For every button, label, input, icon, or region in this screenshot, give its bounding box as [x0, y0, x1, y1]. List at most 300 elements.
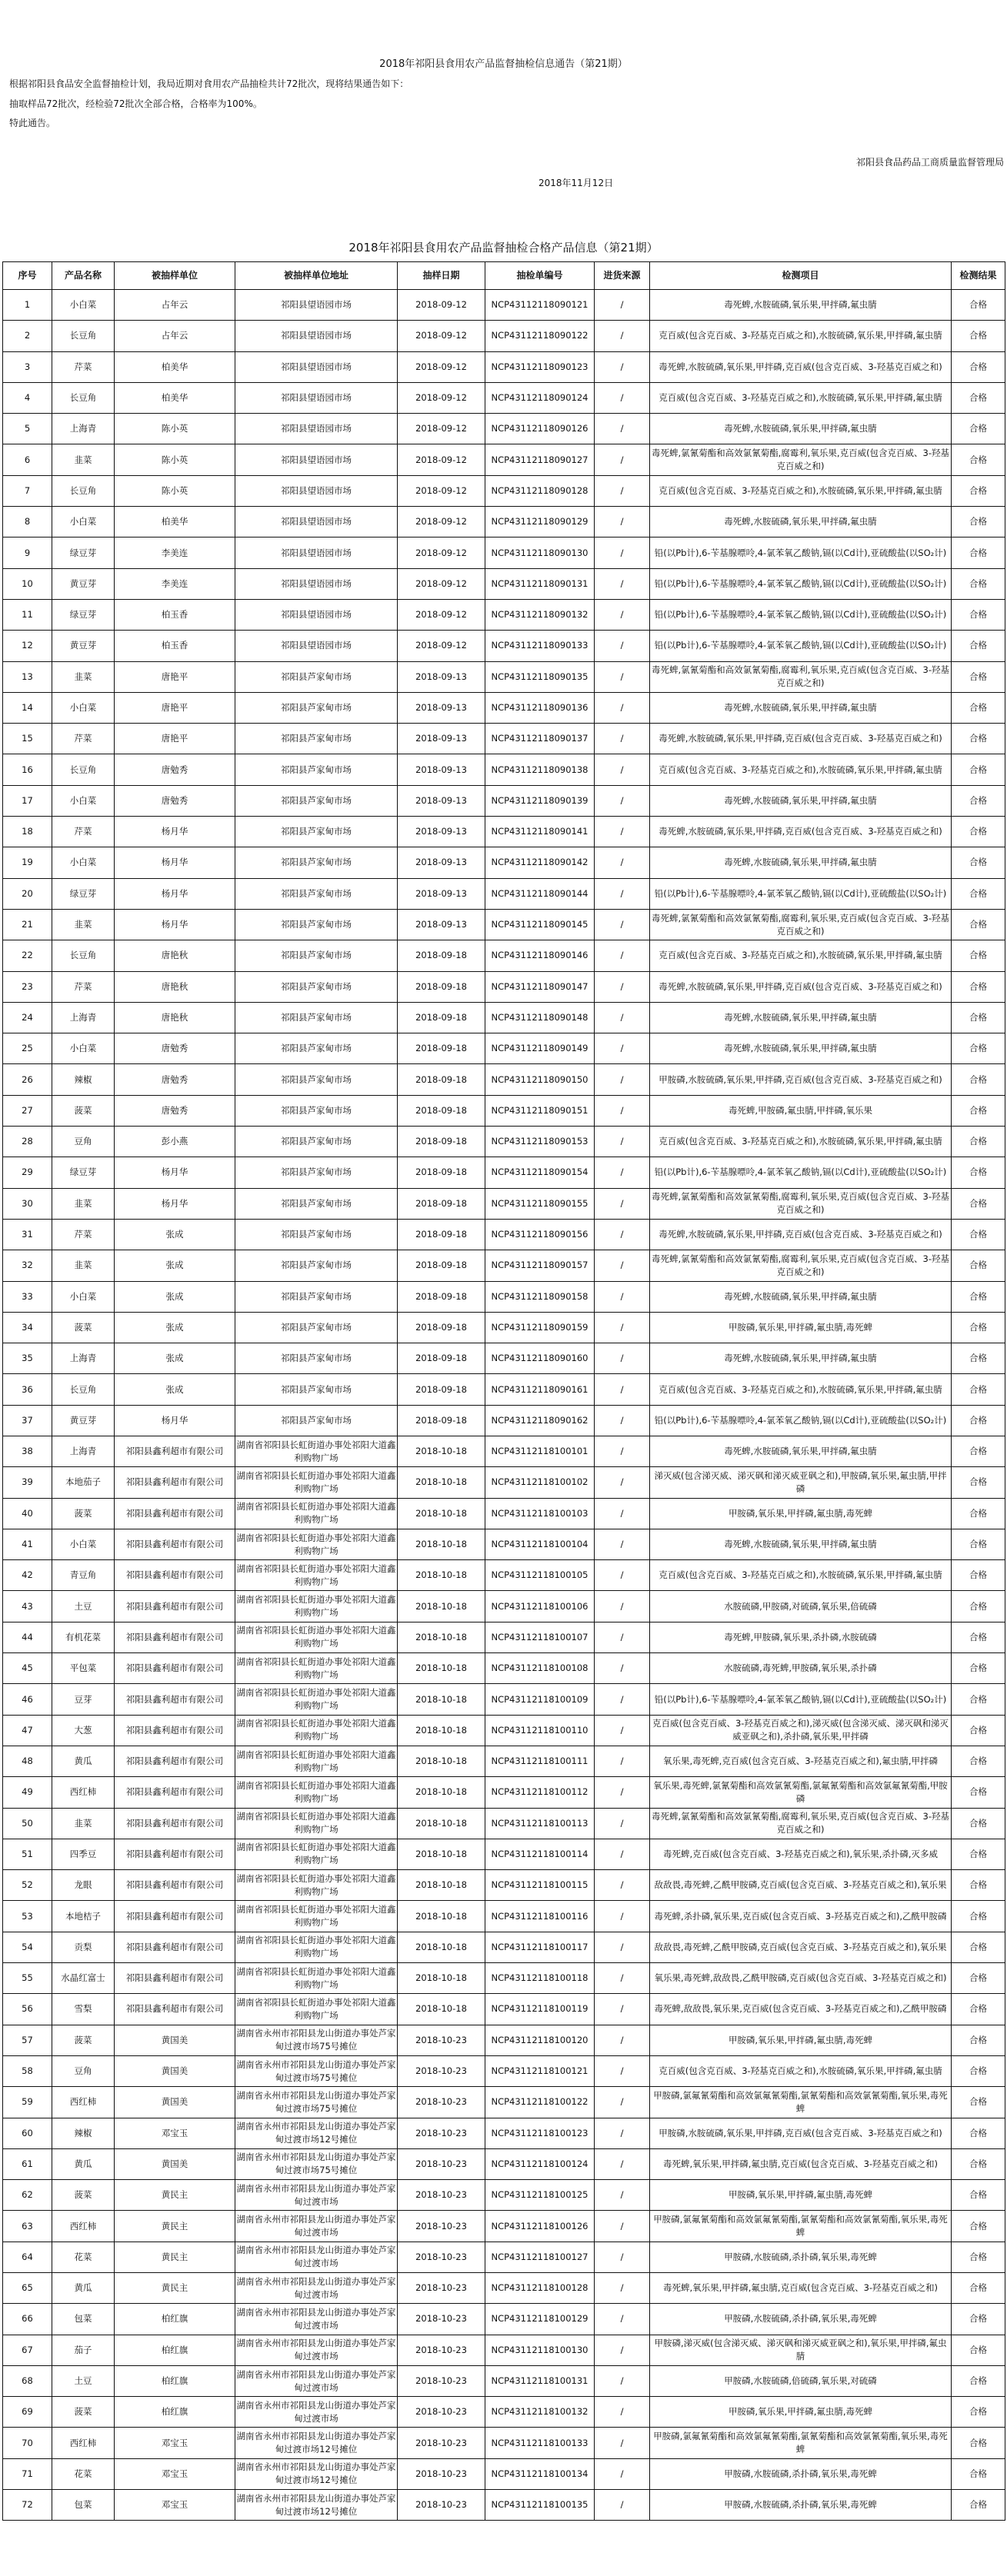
cell-unit-address: 湖南省永州市祁阳县龙山街道办事处芦家甸过渡市场12号摊位	[235, 2118, 398, 2148]
cell-supply-source: /	[595, 1622, 650, 1652]
cell-sample-date: 2018-10-23	[398, 2365, 485, 2396]
cell-index: 34	[3, 1312, 52, 1343]
cell-sample-date: 2018-10-18	[398, 1963, 485, 1994]
cell-product: 小白菜	[52, 1033, 115, 1064]
cell-index: 15	[3, 724, 52, 754]
table-row	[3, 1684, 1005, 1715]
cell-product: 西红柿	[52, 2211, 115, 2242]
notice-date: 2018年11月12日	[539, 178, 614, 188]
intro-closing: 特此通告。	[9, 118, 56, 128]
cell-test-items: 毒死蜱,氯氰菊酯和高效氯氰菊酯,腐霉利,氧乐果,克百威(包含克百威、3-羟基克百威之和)	[650, 444, 952, 475]
cell-unit-address: 湖南省祁阳县长虹街道办事处祁阳大道鑫利购物广场	[235, 1808, 398, 1839]
cell-unit-address: 祁阳县望语园市场	[235, 444, 398, 475]
cell-sample-date: 2018-10-23	[398, 2397, 485, 2428]
table-row	[3, 692, 1005, 723]
cell-sheet-number: NCP43112118090156	[485, 1219, 595, 1250]
cell-result: 合格	[952, 444, 1005, 475]
cell-test-items: 氧乐果,毒死蜱,克百威(包含克百威、3-羟基克百威之和),氟虫腈,甲拌磷	[650, 1746, 952, 1776]
table-row	[3, 2365, 1005, 2396]
cell-unit-address: 湖南省祁阳县长虹街道办事处祁阳大道鑫利购物广场	[235, 1560, 398, 1591]
cell-test-items: 甲胺磷,氯氟氰菊酯和高效氯氟氰菊酯,氯氰菊酯和高效氯氰菊酯,氧乐果,毒死蜱	[650, 2087, 952, 2118]
cell-test-items: 涕灭威(包含涕灭威、涕灭砜和涕灭威亚砜之和),甲胺磷,氧乐果,氟虫腈,甲拌磷	[650, 1467, 952, 1498]
cell-result: 合格	[952, 2118, 1005, 2148]
cell-index: 35	[3, 1343, 52, 1374]
cell-sheet-number: NCP43112118100128	[485, 2273, 595, 2304]
cell-sampled-unit: 杨月华	[115, 1188, 235, 1219]
cell-sampled-unit: 邓宝玉	[115, 2428, 235, 2458]
cell-supply-source: /	[595, 1715, 650, 1746]
table-row	[3, 1591, 1005, 1622]
cell-test-items: 甲胺磷,水胺硫磷,杀扑磷,氧乐果,毒死蜱	[650, 2304, 952, 2335]
cell-index: 4	[3, 382, 52, 413]
cell-test-items: 克百威(包含克百威、3-羟基克百威之和),水胺硫磷,氧乐果,甲拌磷,氟虫腈	[650, 475, 952, 506]
cell-sampled-unit: 祁阳县鑫利超市有限公司	[115, 1839, 235, 1869]
cell-sampled-unit: 柏美华	[115, 351, 235, 382]
cell-sheet-number: NCP43112118090144	[485, 878, 595, 909]
cell-index: 62	[3, 2180, 52, 2211]
cell-result: 合格	[952, 1870, 1005, 1901]
cell-sample-date: 2018-10-23	[398, 2025, 485, 2055]
cell-result: 合格	[952, 847, 1005, 878]
cell-index: 31	[3, 1219, 52, 1250]
cell-sample-date: 2018-10-23	[398, 2458, 485, 2489]
cell-sheet-number: NCP43112118090126	[485, 414, 595, 444]
cell-test-items: 铅(以Pb计),6-苄基腺嘌呤,4-氯苯氧乙酸钠,镉(以Cd计),亚硫酸盐(以SO₂计)	[650, 878, 952, 909]
cell-sampled-unit: 唐艳平	[115, 692, 235, 723]
cell-product: 四季豆	[52, 1839, 115, 1869]
cell-product: 西红柿	[52, 1777, 115, 1808]
cell-product: 上海青	[52, 1002, 115, 1033]
cell-supply-source: /	[595, 414, 650, 444]
cell-product: 本地茄子	[52, 1467, 115, 1498]
cell-product: 菠菜	[52, 2025, 115, 2055]
cell-unit-address: 祁阳县芦家甸市场	[235, 1157, 398, 1188]
table-row	[3, 785, 1005, 816]
cell-sheet-number: NCP43112118090146	[485, 940, 595, 971]
table-row	[3, 1188, 1005, 1219]
cell-unit-address: 祁阳县望语园市场	[235, 414, 398, 444]
cell-supply-source: /	[595, 724, 650, 754]
cell-product: 菠菜	[52, 1498, 115, 1529]
cell-product: 韭菜	[52, 661, 115, 692]
cell-index: 1	[3, 290, 52, 321]
cell-sample-date: 2018-09-12	[398, 382, 485, 413]
cell-unit-address: 湖南省永州市祁阳县龙山街道办事处芦家甸过渡市场12号摊位	[235, 2490, 398, 2521]
cell-unit-address: 祁阳县芦家甸市场	[235, 1219, 398, 1250]
cell-sampled-unit: 祁阳县鑫利超市有限公司	[115, 1932, 235, 1962]
cell-result: 合格	[952, 382, 1005, 413]
cell-result: 合格	[952, 2365, 1005, 2396]
table-row	[3, 444, 1005, 475]
cell-index: 52	[3, 1870, 52, 1901]
table-row	[3, 1064, 1005, 1095]
cell-sampled-unit: 唐勉秀	[115, 1064, 235, 1095]
cell-sample-date: 2018-10-18	[398, 1808, 485, 1839]
cell-sheet-number: NCP43112118090153	[485, 1127, 595, 1157]
cell-test-items: 克百威(包含克百威、3-羟基克百威之和),水胺硫磷,氧乐果,甲拌磷,氟虫腈	[650, 754, 952, 785]
cell-product: 大葱	[52, 1715, 115, 1746]
cell-result: 合格	[952, 1498, 1005, 1529]
cell-sample-date: 2018-10-18	[398, 1684, 485, 1715]
cell-product: 菠菜	[52, 2397, 115, 2428]
cell-unit-address: 湖南省祁阳县长虹街道办事处祁阳大道鑫利购物广场	[235, 1653, 398, 1684]
cell-result: 合格	[952, 1932, 1005, 1962]
cell-sample-date: 2018-10-23	[398, 2180, 485, 2211]
table-row	[3, 2304, 1005, 2335]
cell-test-items: 毒死蜱,敌敌畏,氧乐果,克百威(包含克百威、3-羟基克百威之和),乙酰甲胺磷	[650, 1994, 952, 2025]
cell-supply-source: /	[595, 1374, 650, 1405]
cell-unit-address: 湖南省祁阳县长虹街道办事处祁阳大道鑫利购物广场	[235, 1746, 398, 1776]
table-row	[3, 1560, 1005, 1591]
cell-sheet-number: NCP43112118090157	[485, 1250, 595, 1281]
cell-sample-date: 2018-09-12	[398, 507, 485, 537]
cell-sample-date: 2018-10-18	[398, 1994, 485, 2025]
cell-test-items: 毒死蜱,水胺硫磷,氧乐果,甲拌磷,氟虫腈	[650, 1281, 952, 1312]
cell-unit-address: 祁阳县望语园市场	[235, 537, 398, 568]
cell-sample-date: 2018-09-18	[398, 971, 485, 1002]
cell-sample-date: 2018-09-12	[398, 631, 485, 661]
cell-supply-source: /	[595, 940, 650, 971]
cell-test-items: 毒死蜱,氯氰菊酯和高效氯氰菊酯,腐霉利,氧乐果,克百威(包含克百威、3-羟基克百威之和)	[650, 661, 952, 692]
cell-supply-source: /	[595, 909, 650, 940]
cell-test-items: 毒死蜱,水胺硫磷,氧乐果,甲拌磷,氟虫腈	[650, 507, 952, 537]
cell-supply-source: /	[595, 1777, 650, 1808]
cell-supply-source: /	[595, 475, 650, 506]
cell-result: 合格	[952, 1281, 1005, 1312]
table-row	[3, 1219, 1005, 1250]
cell-sheet-number: NCP43112118100103	[485, 1498, 595, 1529]
table-row	[3, 414, 1005, 444]
cell-test-items: 毒死蜱,甲胺磷,氧乐果,杀扑磷,水胺硫磷	[650, 1622, 952, 1652]
cell-sampled-unit: 陈小英	[115, 444, 235, 475]
cell-supply-source: /	[595, 1064, 650, 1095]
cell-sampled-unit: 杨月华	[115, 909, 235, 940]
table-row	[3, 1312, 1005, 1343]
cell-sheet-number: NCP43112118100125	[485, 2180, 595, 2211]
cell-sample-date: 2018-09-18	[398, 1312, 485, 1343]
cell-index: 45	[3, 1653, 52, 1684]
cell-supply-source: /	[595, 382, 650, 413]
cell-test-items: 毒死蜱,杀扑磷,氧乐果,克百威(包含克百威、3-羟基克百威之和),乙酰甲胺磷	[650, 1901, 952, 1932]
cell-supply-source: /	[595, 2458, 650, 2489]
cell-result: 合格	[952, 1343, 1005, 1374]
cell-product: 土豆	[52, 2365, 115, 2396]
cell-index: 59	[3, 2087, 52, 2118]
cell-product: 包菜	[52, 2490, 115, 2521]
cell-index: 7	[3, 475, 52, 506]
cell-index: 69	[3, 2397, 52, 2428]
cell-sampled-unit: 张成	[115, 1343, 235, 1374]
cell-supply-source: /	[595, 1436, 650, 1466]
cell-sample-date: 2018-09-18	[398, 1343, 485, 1374]
cell-unit-address: 祁阳县芦家甸市场	[235, 878, 398, 909]
cell-unit-address: 祁阳县芦家甸市场	[235, 971, 398, 1002]
cell-index: 44	[3, 1622, 52, 1652]
cell-test-items: 克百威(包含克百威、3-羟基克百威之和),水胺硫磷,氧乐果,甲拌磷,氟虫腈	[650, 321, 952, 351]
cell-product: 豆芽	[52, 1684, 115, 1715]
cell-sheet-number: NCP43112118100116	[485, 1901, 595, 1932]
cell-sheet-number: NCP43112118090161	[485, 1374, 595, 1405]
table-row	[3, 290, 1005, 321]
cell-result: 合格	[952, 1839, 1005, 1869]
cell-product: 辣椒	[52, 2118, 115, 2148]
cell-result: 合格	[952, 1250, 1005, 1281]
cell-sheet-number: NCP43112118100112	[485, 1777, 595, 1808]
cell-sheet-number: NCP43112118100105	[485, 1560, 595, 1591]
cell-unit-address: 湖南省祁阳县长虹街道办事处祁阳大道鑫利购物广场	[235, 1901, 398, 1932]
cell-sampled-unit: 唐艳平	[115, 724, 235, 754]
cell-sheet-number: NCP43112118090147	[485, 971, 595, 1002]
cell-index: 58	[3, 2055, 52, 2086]
cell-unit-address: 湖南省永州市祁阳县龙山街道办事处芦家甸过渡市场	[235, 2304, 398, 2335]
cell-sampled-unit: 杨月华	[115, 1157, 235, 1188]
cell-supply-source: /	[595, 2397, 650, 2428]
cell-sample-date: 2018-09-18	[398, 1281, 485, 1312]
cell-result: 合格	[952, 661, 1005, 692]
cell-unit-address: 湖南省永州市祁阳县龙山街道办事处芦家甸过渡市场	[235, 2365, 398, 2396]
cell-test-items: 甲胺磷,水胺硫磷,杀扑磷,氧乐果,毒死蜱	[650, 2242, 952, 2272]
cell-supply-source: /	[595, 1250, 650, 1281]
table-row	[3, 1033, 1005, 1064]
cell-result: 合格	[952, 1033, 1005, 1064]
cell-unit-address: 湖南省祁阳县长虹街道办事处祁阳大道鑫利购物广场	[235, 1529, 398, 1559]
cell-sample-date: 2018-10-23	[398, 2118, 485, 2148]
header-sample-date: 抽样日期	[398, 262, 485, 290]
table-row	[3, 2458, 1005, 2489]
cell-product: 包菜	[52, 2304, 115, 2335]
cell-product: 芹菜	[52, 971, 115, 1002]
cell-sampled-unit: 黄国美	[115, 2055, 235, 2086]
cell-supply-source: /	[595, 1343, 650, 1374]
cell-supply-source: /	[595, 847, 650, 878]
cell-sampled-unit: 唐勉秀	[115, 1095, 235, 1126]
cell-supply-source: /	[595, 2180, 650, 2211]
table-row	[3, 724, 1005, 754]
cell-sampled-unit: 祁阳县鑫利超市有限公司	[115, 1560, 235, 1591]
table-row	[3, 1467, 1005, 1498]
cell-sample-date: 2018-09-18	[398, 1095, 485, 1126]
cell-index: 61	[3, 2148, 52, 2179]
cell-sampled-unit: 祁阳县鑫利超市有限公司	[115, 1436, 235, 1466]
cell-unit-address: 祁阳县芦家甸市场	[235, 1127, 398, 1157]
cell-supply-source: /	[595, 2118, 650, 2148]
cell-supply-source: /	[595, 507, 650, 537]
cell-sampled-unit: 祁阳县鑫利超市有限公司	[115, 1994, 235, 2025]
cell-unit-address: 祁阳县芦家甸市场	[235, 785, 398, 816]
cell-sheet-number: NCP43112118090123	[485, 351, 595, 382]
cell-test-items: 甲胺磷,氧乐果,甲拌磷,氟虫腈,毒死蜱	[650, 1312, 952, 1343]
cell-unit-address: 祁阳县望语园市场	[235, 290, 398, 321]
cell-sheet-number: NCP43112118100119	[485, 1994, 595, 2025]
header-supply-source: 进货来源	[595, 262, 650, 290]
cell-test-items: 毒死蜱,水胺硫磷,氧乐果,甲拌磷,克百威(包含克百威、3-羟基克百威之和)	[650, 351, 952, 382]
cell-result: 合格	[952, 1622, 1005, 1652]
cell-sample-date: 2018-10-23	[398, 2273, 485, 2304]
cell-supply-source: /	[595, 444, 650, 475]
cell-index: 71	[3, 2458, 52, 2489]
cell-sheet-number: NCP43112118090154	[485, 1157, 595, 1188]
cell-product: 平包菜	[52, 1653, 115, 1684]
cell-sampled-unit: 唐艳秋	[115, 1002, 235, 1033]
cell-index: 23	[3, 971, 52, 1002]
table-row	[3, 2211, 1005, 2242]
cell-index: 20	[3, 878, 52, 909]
cell-sampled-unit: 邓宝玉	[115, 2490, 235, 2521]
cell-unit-address: 祁阳县芦家甸市场	[235, 909, 398, 940]
cell-supply-source: /	[595, 692, 650, 723]
table-row	[3, 1777, 1005, 1808]
cell-sampled-unit: 祁阳县鑫利超市有限公司	[115, 1684, 235, 1715]
cell-product: 绿豆芽	[52, 599, 115, 630]
cell-index: 53	[3, 1901, 52, 1932]
cell-product: 水晶红富士	[52, 1963, 115, 1994]
cell-test-items: 毒死蜱,水胺硫磷,氧乐果,甲拌磷,氟虫腈	[650, 1033, 952, 1064]
cell-product: 长豆角	[52, 1374, 115, 1405]
cell-sample-date: 2018-10-23	[398, 2055, 485, 2086]
cell-result: 合格	[952, 2087, 1005, 2118]
cell-index: 42	[3, 1560, 52, 1591]
cell-test-items: 甲胺磷,涕灭威(包含涕灭威、涕灭砜和涕灭威亚砜之和),氧乐果,甲拌磷,氟虫腈	[650, 2335, 952, 2365]
cell-test-items: 毒死蜱,水胺硫磷,氧乐果,甲拌磷,克百威(包含克百威、3-羟基克百威之和)	[650, 724, 952, 754]
cell-test-items: 铅(以Pb计),6-苄基腺嘌呤,4-氯苯氧乙酸钠,镉(以Cd计),亚硫酸盐(以SO₂计)	[650, 1684, 952, 1715]
cell-unit-address: 祁阳县望语园市场	[235, 631, 398, 661]
table-row	[3, 817, 1005, 847]
table-row	[3, 1281, 1005, 1312]
cell-sampled-unit: 祁阳县鑫利超市有限公司	[115, 1715, 235, 1746]
cell-result: 合格	[952, 1095, 1005, 1126]
cell-sample-date: 2018-09-18	[398, 1127, 485, 1157]
cell-unit-address: 湖南省永州市祁阳县龙山街道办事处芦家甸过渡市场	[235, 2211, 398, 2242]
table-row	[3, 1529, 1005, 1559]
cell-unit-address: 湖南省祁阳县长虹街道办事处祁阳大道鑫利购物广场	[235, 1622, 398, 1652]
cell-sampled-unit: 祁阳县鑫利超市有限公司	[115, 1963, 235, 1994]
cell-sampled-unit: 张成	[115, 1219, 235, 1250]
cell-unit-address: 湖南省永州市祁阳县龙山街道办事处芦家甸过渡市场75号摊位	[235, 2025, 398, 2055]
cell-sheet-number: NCP43112118100115	[485, 1870, 595, 1901]
cell-supply-source: /	[595, 599, 650, 630]
cell-unit-address: 祁阳县芦家甸市场	[235, 1095, 398, 1126]
cell-product: 有机花菜	[52, 1622, 115, 1652]
cell-test-items: 毒死蜱,水胺硫磷,氧乐果,甲拌磷,氟虫腈	[650, 847, 952, 878]
cell-sampled-unit: 柏美华	[115, 382, 235, 413]
cell-index: 50	[3, 1808, 52, 1839]
cell-unit-address: 湖南省祁阳县长虹街道办事处祁阳大道鑫利购物广场	[235, 1498, 398, 1529]
cell-supply-source: /	[595, 1219, 650, 1250]
cell-result: 合格	[952, 2490, 1005, 2521]
cell-index: 6	[3, 444, 52, 475]
cell-supply-source: /	[595, 1188, 650, 1219]
cell-result: 合格	[952, 1808, 1005, 1839]
cell-supply-source: /	[595, 2428, 650, 2458]
cell-result: 合格	[952, 351, 1005, 382]
table-row	[3, 1250, 1005, 1281]
cell-supply-source: /	[595, 1560, 650, 1591]
cell-sample-date: 2018-09-13	[398, 754, 485, 785]
cell-index: 36	[3, 1374, 52, 1405]
cell-unit-address: 祁阳县望语园市场	[235, 568, 398, 599]
cell-result: 合格	[952, 599, 1005, 630]
cell-sampled-unit: 祁阳县鑫利超市有限公司	[115, 1529, 235, 1559]
cell-index: 38	[3, 1436, 52, 1466]
cell-sample-date: 2018-10-23	[398, 2490, 485, 2521]
cell-sampled-unit: 占年云	[115, 321, 235, 351]
cell-index: 56	[3, 1994, 52, 2025]
cell-product: 贡梨	[52, 1932, 115, 1962]
cell-index: 18	[3, 817, 52, 847]
cell-result: 合格	[952, 2242, 1005, 2272]
cell-product: 西红柿	[52, 2087, 115, 2118]
cell-product: 黄瓜	[52, 2148, 115, 2179]
cell-test-items: 甲胺磷,水胺硫磷,杀扑磷,氧乐果,毒死蜱	[650, 2458, 952, 2489]
cell-result: 合格	[952, 414, 1005, 444]
cell-sample-date: 2018-10-18	[398, 1653, 485, 1684]
cell-product: 芹菜	[52, 724, 115, 754]
cell-supply-source: /	[595, 2148, 650, 2179]
cell-index: 66	[3, 2304, 52, 2335]
cell-unit-address: 祁阳县芦家甸市场	[235, 661, 398, 692]
cell-test-items: 甲胺磷,水胺硫磷,倍硫磷,氧乐果,对硫磷	[650, 2365, 952, 2396]
cell-sheet-number: NCP43112118100132	[485, 2397, 595, 2428]
cell-supply-source: /	[595, 1653, 650, 1684]
cell-sheet-number: NCP43112118090135	[485, 661, 595, 692]
cell-sample-date: 2018-09-18	[398, 1374, 485, 1405]
cell-test-items: 毒死蜱,水胺硫磷,氧乐果,甲拌磷,氟虫腈	[650, 692, 952, 723]
cell-result: 合格	[952, 1157, 1005, 1188]
cell-index: 17	[3, 785, 52, 816]
header-index: 序号	[3, 262, 52, 290]
cell-test-items: 铅(以Pb计),6-苄基腺嘌呤,4-氯苯氧乙酸钠,镉(以Cd计),亚硫酸盐(以SO₂计)	[650, 1405, 952, 1436]
cell-sheet-number: NCP43112118090131	[485, 568, 595, 599]
cell-sampled-unit: 祁阳县鑫利超市有限公司	[115, 1777, 235, 1808]
table-row	[3, 2397, 1005, 2428]
cell-sample-date: 2018-09-18	[398, 1250, 485, 1281]
cell-sample-date: 2018-09-18	[398, 1064, 485, 1095]
cell-index: 33	[3, 1281, 52, 1312]
cell-product: 黄豆芽	[52, 1405, 115, 1436]
cell-unit-address: 湖南省永州市祁阳县龙山街道办事处芦家甸过渡市场12号摊位	[235, 2428, 398, 2458]
cell-product: 上海青	[52, 414, 115, 444]
cell-unit-address: 湖南省祁阳县长虹街道办事处祁阳大道鑫利购物广场	[235, 1777, 398, 1808]
cell-sampled-unit: 杨月华	[115, 1405, 235, 1436]
cell-product: 花菜	[52, 2242, 115, 2272]
cell-index: 32	[3, 1250, 52, 1281]
cell-sampled-unit: 柏红旗	[115, 2335, 235, 2365]
cell-sampled-unit: 柏玉香	[115, 599, 235, 630]
cell-index: 22	[3, 940, 52, 971]
table-row	[3, 1343, 1005, 1374]
cell-sampled-unit: 唐艳秋	[115, 971, 235, 1002]
cell-sheet-number: NCP43112118090158	[485, 1281, 595, 1312]
cell-sheet-number: NCP43112118090130	[485, 537, 595, 568]
cell-test-items: 铅(以Pb计),6-苄基腺嘌呤,4-氯苯氧乙酸钠,镉(以Cd计),亚硫酸盐(以SO₂计)	[650, 599, 952, 630]
cell-sheet-number: NCP43112118090148	[485, 1002, 595, 1033]
cell-sheet-number: NCP43112118100122	[485, 2087, 595, 2118]
cell-test-items: 铅(以Pb计),6-苄基腺嘌呤,4-氯苯氧乙酸钠,镉(以Cd计),亚硫酸盐(以SO₂计)	[650, 537, 952, 568]
cell-supply-source: /	[595, 1095, 650, 1126]
table-row	[3, 661, 1005, 692]
cell-product: 小白菜	[52, 692, 115, 723]
cell-index: 13	[3, 661, 52, 692]
cell-unit-address: 祁阳县望语园市场	[235, 507, 398, 537]
cell-sample-date: 2018-10-18	[398, 1932, 485, 1962]
cell-sampled-unit: 彭小燕	[115, 1127, 235, 1157]
cell-sample-date: 2018-09-18	[398, 1157, 485, 1188]
table-row	[3, 1374, 1005, 1405]
issuing-agency: 祁阳县食品药品工商质量监督管理局	[855, 157, 1004, 168]
cell-supply-source: /	[595, 817, 650, 847]
cell-sample-date: 2018-09-13	[398, 724, 485, 754]
cell-sample-date: 2018-10-23	[398, 2304, 485, 2335]
